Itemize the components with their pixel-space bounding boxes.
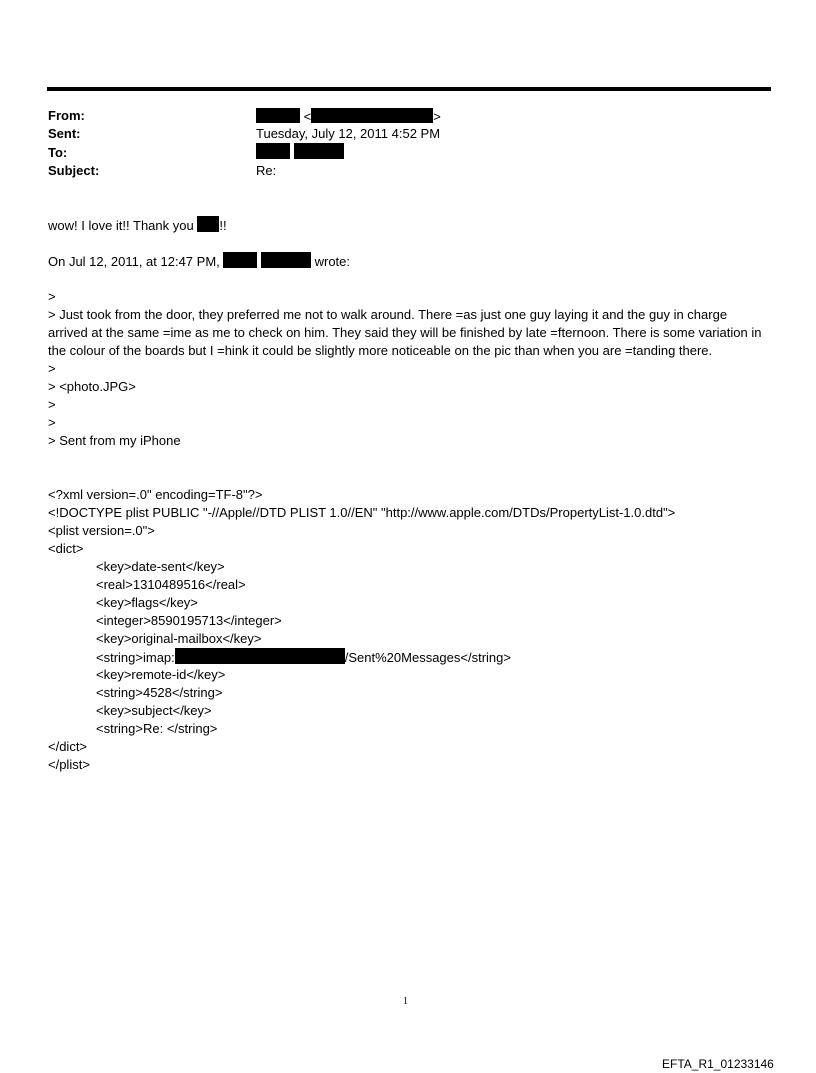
from-gt: > bbox=[433, 109, 441, 124]
quote-prefix: On Jul 12, 2011, at 12:47 PM, bbox=[48, 254, 224, 269]
quoted-line: > Sent from my iPhone bbox=[48, 433, 181, 448]
quote-suffix: wrote: bbox=[311, 254, 351, 269]
plist-line: </dict> bbox=[48, 739, 88, 754]
to-label: To: bbox=[48, 145, 68, 160]
plist-line: <key>flags</key> bbox=[96, 595, 198, 610]
sent-value: Tuesday, July 12, 2011 4:52 PM bbox=[256, 126, 441, 141]
from-label: From: bbox=[48, 108, 85, 123]
plist-line-imap bbox=[48, 648, 768, 666]
quoted-line: > bbox=[48, 361, 56, 376]
redaction-block bbox=[294, 143, 344, 159]
imap-prefix: <string>imap: bbox=[96, 650, 175, 665]
redaction-block bbox=[197, 216, 219, 232]
quoted-line: > bbox=[48, 397, 56, 412]
reply-text: wow! I love it!! Thank you bbox=[48, 218, 198, 233]
redaction-block bbox=[256, 108, 300, 123]
plist-line: <string>4528</string> bbox=[96, 685, 223, 700]
subject-label: Subject: bbox=[48, 163, 100, 178]
quote-attribution bbox=[48, 252, 350, 269]
redaction-block bbox=[256, 143, 290, 159]
imap-suffix: /Sent%20Messages</string> bbox=[344, 650, 511, 665]
plist-line: <integer>8590195713</integer> bbox=[96, 613, 282, 628]
quoted-line: > bbox=[48, 289, 56, 304]
plist-line: <plist version=.0"> bbox=[48, 523, 155, 538]
quoted-line: > Just took from the door, they preferred me not to walk around. There =as just one guy laying it and the guy in charge arrived at the same =ime as me to check on him. They said they will be finished by late =fternoon. There is some variation in the colour of the boards but I =hink it could be slightly more noticeable on the pic than when you are =tanding there. bbox=[48, 307, 762, 358]
redaction-block bbox=[261, 252, 311, 268]
reply-line bbox=[48, 216, 227, 233]
plist-line: <string>Re: </string> bbox=[96, 721, 218, 736]
to-value bbox=[256, 143, 344, 160]
quoted-message bbox=[48, 288, 768, 450]
plist-line: <real>1310489516</real> bbox=[96, 577, 246, 592]
plist-line: <?xml version=.0" encoding=TF-8"?> bbox=[48, 487, 263, 502]
plist-line: <key>date-sent</key> bbox=[96, 559, 225, 574]
document-id: EFTA_R1_01233146 bbox=[662, 1057, 774, 1071]
plist-line: <key>remote-id</key> bbox=[96, 667, 226, 682]
page-number: 1 bbox=[403, 996, 408, 1007]
from-lt: < bbox=[303, 109, 312, 124]
from-value bbox=[256, 108, 441, 124]
redaction-block bbox=[311, 108, 433, 123]
subject-value: Re: bbox=[256, 163, 277, 178]
plist-line: <dict> bbox=[48, 541, 84, 556]
redaction-block bbox=[175, 648, 345, 664]
header-rule bbox=[47, 87, 771, 91]
plist-line: <key>original-mailbox</key> bbox=[96, 631, 262, 646]
plist-line: <!DOCTYPE plist PUBLIC "-//Apple//DTD PLIST 1.0//EN" "http://www.apple.com/DTDs/PropertyList-1.0.dtd"> bbox=[48, 505, 676, 520]
quoted-line: > bbox=[48, 415, 56, 430]
redaction-block bbox=[223, 252, 257, 268]
plist-block bbox=[48, 486, 768, 774]
plist-line: </plist> bbox=[48, 757, 90, 772]
plist-line: <key>subject</key> bbox=[96, 703, 212, 718]
quoted-line: > <photo.JPG> bbox=[48, 379, 136, 394]
sent-label: Sent: bbox=[48, 126, 81, 141]
reply-text-end: !! bbox=[219, 218, 227, 233]
